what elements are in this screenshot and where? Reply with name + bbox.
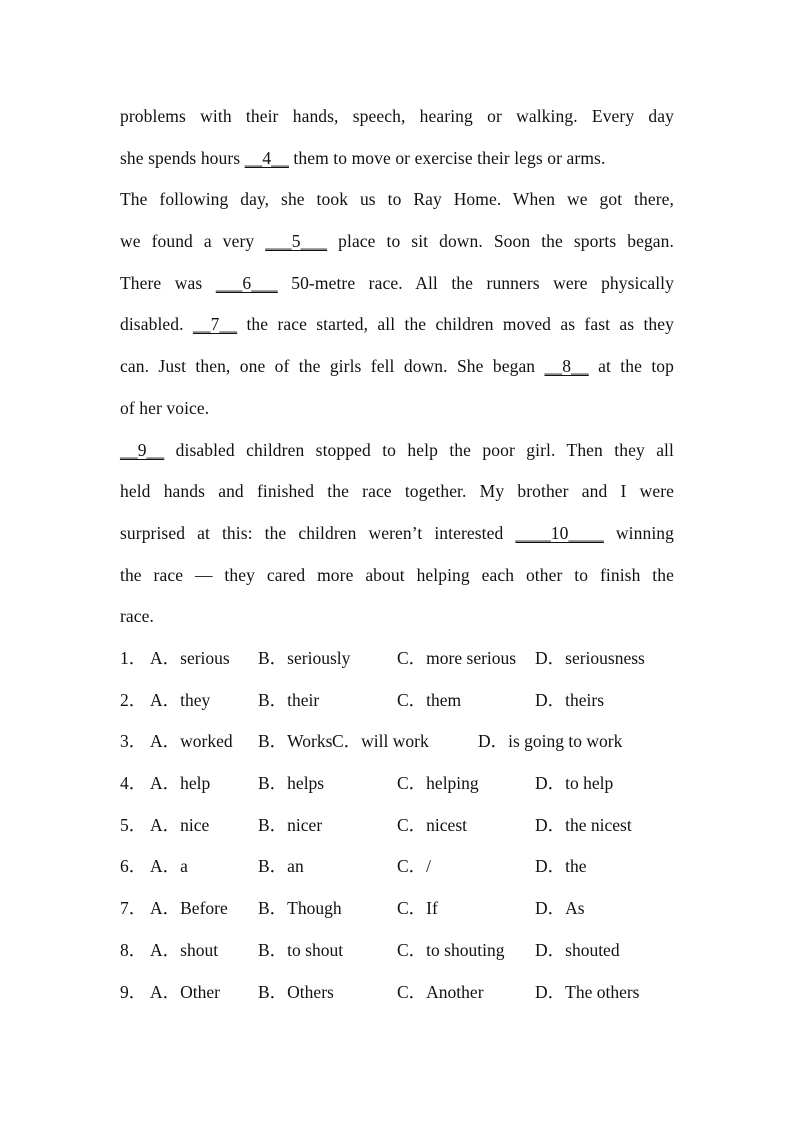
- option-d: D．theirs: [535, 689, 605, 710]
- question-row: [120, 805, 700, 847]
- passage-line: [120, 263, 674, 305]
- cloze-passage: [120, 96, 674, 638]
- question-number: 3．: [120, 731, 147, 752]
- question-row: [120, 721, 700, 763]
- passage-text: them to move or exercise their legs or arms.: [288, 147, 606, 168]
- option-a: A．serious: [150, 648, 230, 668]
- question-number: 5．: [120, 814, 147, 835]
- passage-text: place to sit down. Soon the sports began.: [327, 231, 675, 252]
- option-d: D．to help: [535, 773, 614, 794]
- passage-line: [120, 430, 674, 472]
- option-a: A．worked: [150, 731, 233, 752]
- passage-line: [120, 96, 674, 138]
- question-number: 1．: [120, 648, 147, 668]
- option-c: C．If: [397, 898, 438, 919]
- blank-5: ___5___: [265, 231, 328, 252]
- question-row: [120, 930, 700, 972]
- question-row: [120, 888, 700, 930]
- option-b: B．their: [258, 689, 320, 710]
- passage-text: There was: [120, 272, 216, 293]
- option-a: A．shout: [150, 939, 219, 960]
- question-number: 8．: [120, 939, 147, 960]
- question-number: 2．: [120, 689, 147, 710]
- blank-8: __8__: [544, 356, 589, 377]
- option-d: D．As: [535, 898, 585, 919]
- option-d: D．shouted: [535, 939, 620, 960]
- option-b: B．seriously: [258, 648, 351, 668]
- passage-text: the race — they cared more about helping each other to finish the: [120, 564, 674, 585]
- passage-line: [120, 179, 674, 221]
- passage-text: at the top: [588, 356, 674, 377]
- option-b: B．an: [258, 856, 304, 877]
- option-b: B．Though: [258, 898, 342, 919]
- passage-text: she spends hours: [120, 147, 245, 168]
- option-d: D．is going to work: [478, 731, 623, 752]
- passage-line: [120, 555, 674, 597]
- option-a: A．Other: [150, 981, 220, 1002]
- option-a: A．they: [150, 689, 211, 710]
- option-a: A．a: [150, 856, 188, 877]
- passage-text: surprised at this: the children weren’t interested: [120, 522, 516, 543]
- passage-text: race.: [120, 606, 155, 627]
- question-row: [120, 638, 700, 680]
- blank-10: ____10____: [515, 522, 604, 543]
- passage-text: can. Just then, one of the girls fell down. She began: [120, 356, 545, 377]
- option-a: A．help: [150, 773, 211, 794]
- passage-line: [120, 513, 674, 555]
- passage-text: we found a very: [120, 231, 266, 252]
- option-b: B．to shout: [258, 939, 344, 960]
- passage-line: [120, 221, 674, 263]
- passage-text: disabled.: [120, 314, 193, 335]
- passage-line: [120, 596, 674, 638]
- blank-6: ___6___: [215, 272, 278, 293]
- option-b: B．helps: [258, 773, 325, 794]
- question-row: [120, 846, 700, 888]
- blank-9: __9__: [120, 439, 165, 460]
- question-row: [120, 680, 700, 722]
- option-d: D．the nicest: [535, 814, 632, 835]
- passage-text: disabled children stopped to help the poor girl. Then they all: [164, 439, 674, 460]
- question-number: 7．: [120, 898, 147, 919]
- passage-text: the race started, all the children moved as fast as they: [237, 314, 674, 335]
- question-number: 6．: [120, 856, 147, 877]
- option-c: C．helping: [397, 773, 479, 794]
- option-a: A．Before: [150, 898, 228, 919]
- question-number: 4．: [120, 773, 147, 794]
- option-c: C．more serious: [397, 648, 517, 668]
- passage-text: problems with their hands, speech, hearing or walking. Every day: [120, 106, 674, 126]
- option-d: D．the: [535, 856, 587, 877]
- option-c: C．them: [397, 689, 462, 710]
- option-a: A．nice: [150, 814, 210, 835]
- passage-text: The following day, she took us to Ray Home. When we got there,: [120, 189, 674, 210]
- option-b: B．Others: [258, 981, 334, 1002]
- passage-line: [120, 471, 674, 513]
- option-b: B．Works: [258, 731, 333, 752]
- question-row: [120, 763, 700, 805]
- passage-line: [120, 346, 674, 388]
- passage-line: [120, 304, 674, 346]
- passage-text: of her voice.: [120, 397, 210, 418]
- passage-text: held hands and finished the race together. My brother and I were: [120, 481, 674, 502]
- blank-4: __4__: [244, 147, 289, 168]
- option-c: C．nicest: [397, 814, 467, 835]
- passage-text: 50-metre race. All the runners were physically: [277, 272, 674, 293]
- option-c: C．Another: [397, 981, 484, 1002]
- option-d: D．seriousness: [535, 648, 645, 668]
- passage-line: [120, 388, 674, 430]
- option-d: D．The others: [535, 981, 640, 1002]
- question-number: 9．: [120, 981, 147, 1002]
- option-b: B．nicer: [258, 814, 323, 835]
- passage-line: [120, 138, 674, 180]
- option-c: C．to shouting: [397, 939, 505, 960]
- question-row: [120, 972, 700, 1014]
- option-c: C．/: [397, 856, 432, 877]
- passage-text: winning: [603, 522, 674, 543]
- answer-options: [120, 638, 700, 1013]
- option-c: C．will work: [332, 731, 429, 752]
- blank-7: __7__: [192, 314, 238, 335]
